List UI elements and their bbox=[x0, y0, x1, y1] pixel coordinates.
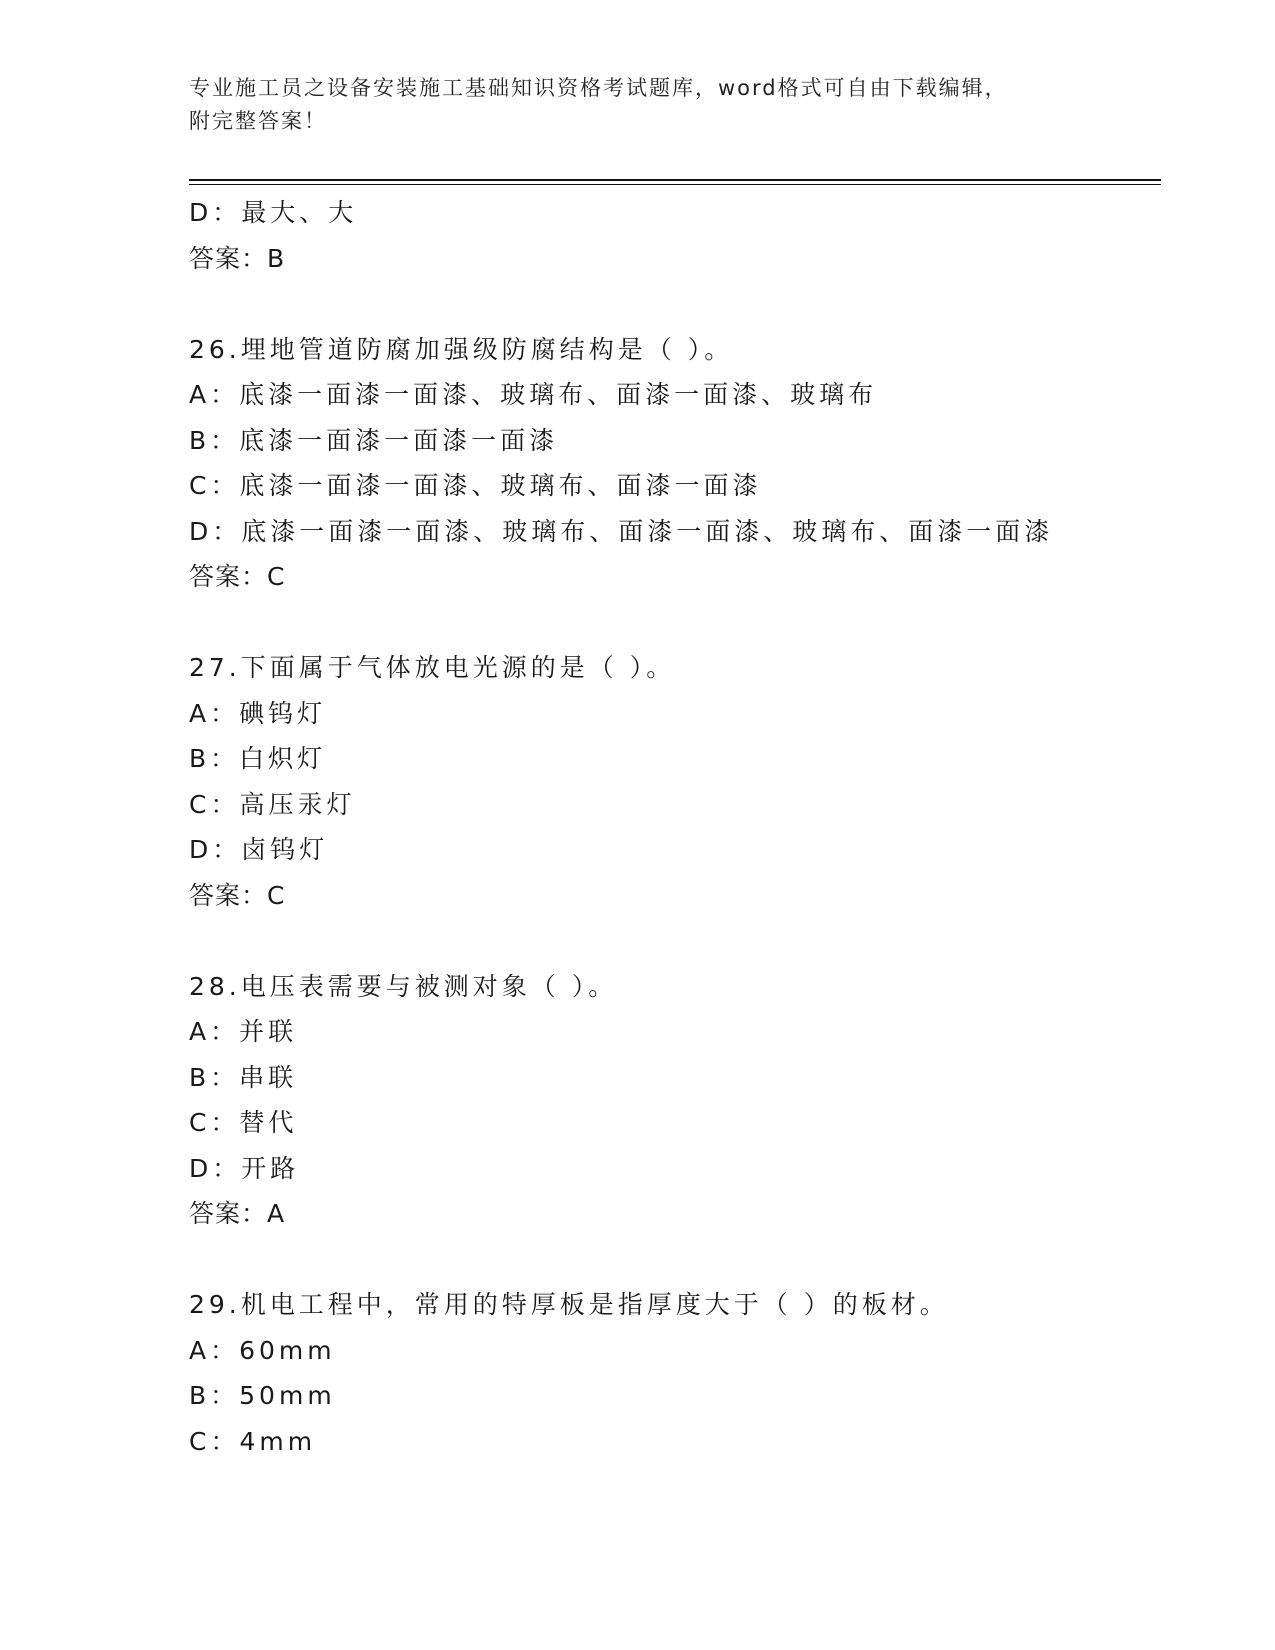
option-c: C：4mm bbox=[189, 1426, 317, 1456]
option-a: A：并联 bbox=[189, 1017, 298, 1046]
question-stem: 29.机电工程中，常用的特厚板是指厚度大于（ ）的板材。 bbox=[189, 1290, 949, 1319]
header-divider-thick bbox=[189, 179, 1161, 181]
option-a: A：底漆一面漆一面漆、玻璃布、面漆一面漆、玻璃布 bbox=[189, 380, 878, 409]
answer-line: 答案：C bbox=[189, 562, 286, 591]
option-a: A：60mm bbox=[189, 1335, 336, 1365]
spacer bbox=[189, 600, 1149, 646]
question-28 bbox=[189, 964, 1149, 1237]
option-c: C：高压汞灯 bbox=[189, 789, 356, 819]
header-divider-thin bbox=[189, 184, 1161, 185]
spacer bbox=[189, 918, 1149, 964]
option-a: A：碘钨灯 bbox=[189, 698, 327, 728]
option-d: D：开路 bbox=[189, 1153, 300, 1183]
spacer bbox=[189, 1237, 1149, 1283]
answer-line: 答案：A bbox=[189, 1199, 286, 1228]
option-d: D：底漆一面漆一面漆、玻璃布、面漆一面漆、玻璃布、面漆一面漆 bbox=[189, 516, 1054, 546]
question-stem: 28.电压表需要与被测对象（ ）。 bbox=[189, 971, 618, 1001]
option-d: D：卤钨灯 bbox=[189, 835, 329, 864]
header-line-1: 专业施工员之设备安装施工基础知识资格考试题库，word格式可自由下载编辑， bbox=[189, 76, 1008, 100]
answer-line: 答案：C bbox=[189, 880, 286, 910]
question-27 bbox=[189, 645, 1149, 918]
question-stem: 26.埋地管道防腐加强级防腐结构是（ ）。 bbox=[189, 334, 734, 364]
question-stem: 27.下面属于气体放电光源的是（ ）。 bbox=[189, 653, 676, 682]
spacer bbox=[189, 281, 1149, 327]
option-b: B：底漆一面漆一面漆一面漆 bbox=[189, 425, 559, 455]
question-26 bbox=[189, 327, 1149, 600]
option-c: C：底漆一面漆一面漆、玻璃布、面漆一面漆 bbox=[189, 471, 762, 500]
previous-question-tail bbox=[189, 190, 1149, 281]
option-b: B：白炽灯 bbox=[189, 744, 327, 773]
option-b: B：串联 bbox=[189, 1062, 298, 1092]
header-line-2: 附完整答案！ bbox=[189, 109, 327, 133]
option-b: B：50mm bbox=[189, 1381, 336, 1410]
option-c: C：替代 bbox=[189, 1108, 298, 1137]
question-29 bbox=[189, 1282, 1149, 1464]
answer-line: 答案：B bbox=[189, 243, 286, 273]
document-header bbox=[189, 72, 1089, 138]
option-d: D：最大、大 bbox=[189, 198, 358, 227]
question-list bbox=[189, 190, 1149, 1464]
